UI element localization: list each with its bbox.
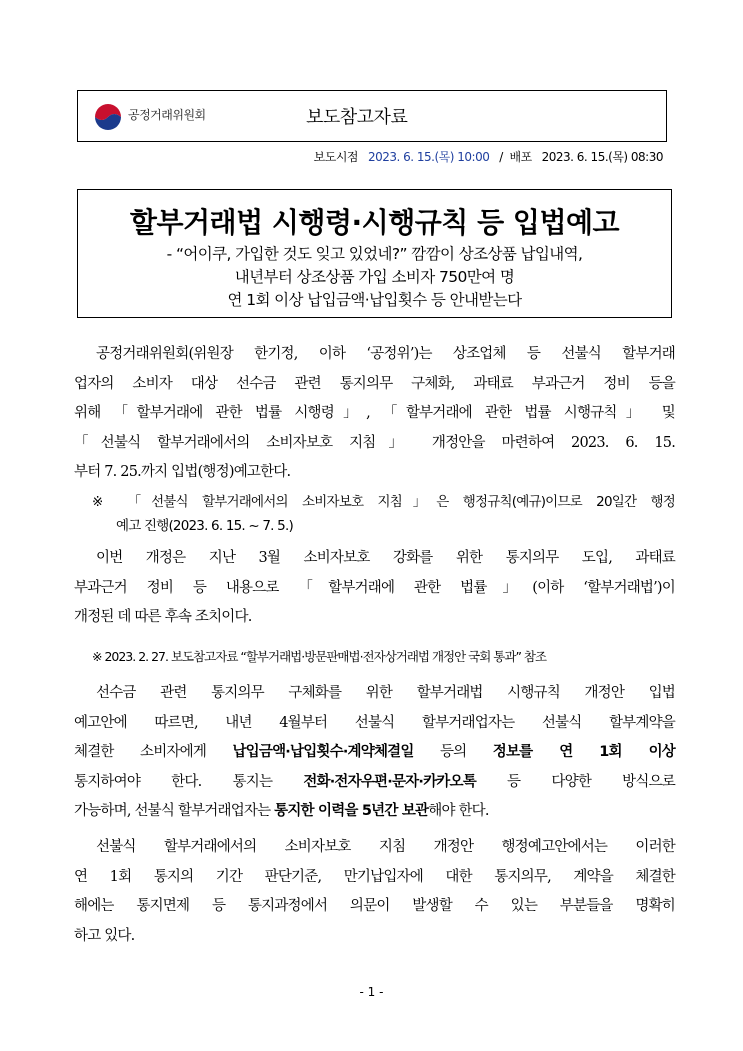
paragraph-3 <box>74 679 675 827</box>
subtitle-line: 연 1회 이상 납입금액·납입횟수 등 안내받는다 <box>227 291 522 309</box>
paragraph-4 <box>74 833 675 951</box>
header-box <box>77 90 667 142</box>
text-line: 예고안에 따르면, 내년 4월부터 선불식 할부거래업자는 선불식 할부계약을 <box>74 714 675 731</box>
subtitle <box>78 243 671 312</box>
text-segment: 가능하며, 선불식 할부거래업자는 <box>74 803 275 819</box>
ftc-logo-icon <box>94 103 122 131</box>
note-line: 예고 진행(2023. 6. 15. ~ 7. 5.) <box>116 518 293 534</box>
bold-text: 통지한 이력을 5년간 보관 <box>274 803 429 819</box>
distribution-date: 2023. 6. 15.(목) 08:30 <box>541 150 663 164</box>
page-number: - 1 - <box>359 985 384 999</box>
text-segment: 등 다양한 방식으로 <box>475 773 675 790</box>
text-line: 선불식 할부거래에서의 소비자보호 지침 개정안 행정예고안에서는 이러한 <box>96 839 675 855</box>
note-line: ※ 2023. 2. 27. 보도참고자료 “할부거래법·방문판매법·전자상거래법 개정안 국회 통과” 참조 <box>92 649 547 664</box>
release-type: 보도참고자료 <box>306 107 408 128</box>
date-separator: / <box>499 150 503 164</box>
text-segment: 통지하여야 한다. 통지는 <box>74 773 304 790</box>
text-line: 개정된 데 따른 후속 조치이다. <box>74 609 252 625</box>
bold-text: 전화·전자우편·문자·카카오톡 <box>303 773 476 790</box>
text-line <box>74 797 675 827</box>
text-line: 부터 7. 25.까지 입법(행정)예고한다. <box>74 464 291 480</box>
note-1 <box>92 490 675 538</box>
text-line: 위해 「할부거래에 관한 법률 시행령」, 「할부거래에 관한 법률 시행규칙」 및 <box>74 405 675 421</box>
release-dates <box>314 148 663 165</box>
subtitle-line: - “어이쿠, 가입한 것도 잊고 있었네?” 깜깜이 상조상품 납입내역, <box>166 245 583 263</box>
note-line: ※ 「선불식 할부거래에서의 소비자보호 지침」은 행정규칙(예규)이므로 20일간 행정 <box>92 494 675 510</box>
text-line: 「선불식 할부거래에서의 소비자보호 지침」 개정안을 마련하여 2023. 6. 15. <box>74 434 675 451</box>
embargo-label: 보도시점 <box>313 150 359 164</box>
text-segment: 등의 <box>413 744 493 760</box>
bold-text: 납입금액·납입횟수·계약체결일 <box>232 744 414 760</box>
page-title: 할부거래법 시행령·시행규칙 등 입법예고 <box>129 206 620 239</box>
text-line <box>74 768 675 798</box>
paragraph-1 <box>74 340 675 488</box>
subtitle-line: 내년부터 상조상품 가입 소비자 750만여 명 <box>234 268 515 286</box>
text-line: 업자의 소비자 대상 선수금 관련 통지의무 구체화, 과태료 부과근거 정비 등을 <box>74 375 675 392</box>
org-name: 공정거래위원회 <box>128 108 206 122</box>
text-line: 연 1회 통지의 기간 판단기준, 만기납입자에 대한 통지의무, 계약을 체결한 <box>74 868 675 885</box>
distribution-label: 배포 <box>509 150 532 164</box>
paragraph-2 <box>74 544 675 633</box>
text-line <box>74 738 675 768</box>
text-segment: 체결한 소비자에게 <box>74 744 233 760</box>
embargo-date: 2023. 6. 15.(목) 10:00 <box>367 150 490 164</box>
text-line: 해에는 통지면제 등 통지과정에서 의문이 발생할 수 있는 부분들을 명확히 <box>74 898 675 914</box>
text-line: 공정거래위원회(위원장 한기정, 이하 ‘공정위’)는 상조업체 등 선불식 할부거래 <box>96 346 675 362</box>
text-line: 이번 개정은 지난 3월 소비자보호 강화를 위한 통지의무 도입, 과태료 <box>96 550 675 566</box>
text-line: 하고 있다. <box>74 927 135 944</box>
text-line: 선수금 관련 통지의무 구체화를 위한 할부거래법 시행규칙 개정안 입법 <box>96 685 675 701</box>
note-2 <box>92 645 675 669</box>
bold-text: 정보를 연 1회 이상 <box>492 744 675 760</box>
text-segment: 해야 한다. <box>428 803 489 819</box>
text-line: 부과근거 정비 등 내용으로 「할부거래에 관한 법률」(이하 ‘할부거래법’)이 <box>74 579 675 596</box>
title-box <box>77 189 672 318</box>
